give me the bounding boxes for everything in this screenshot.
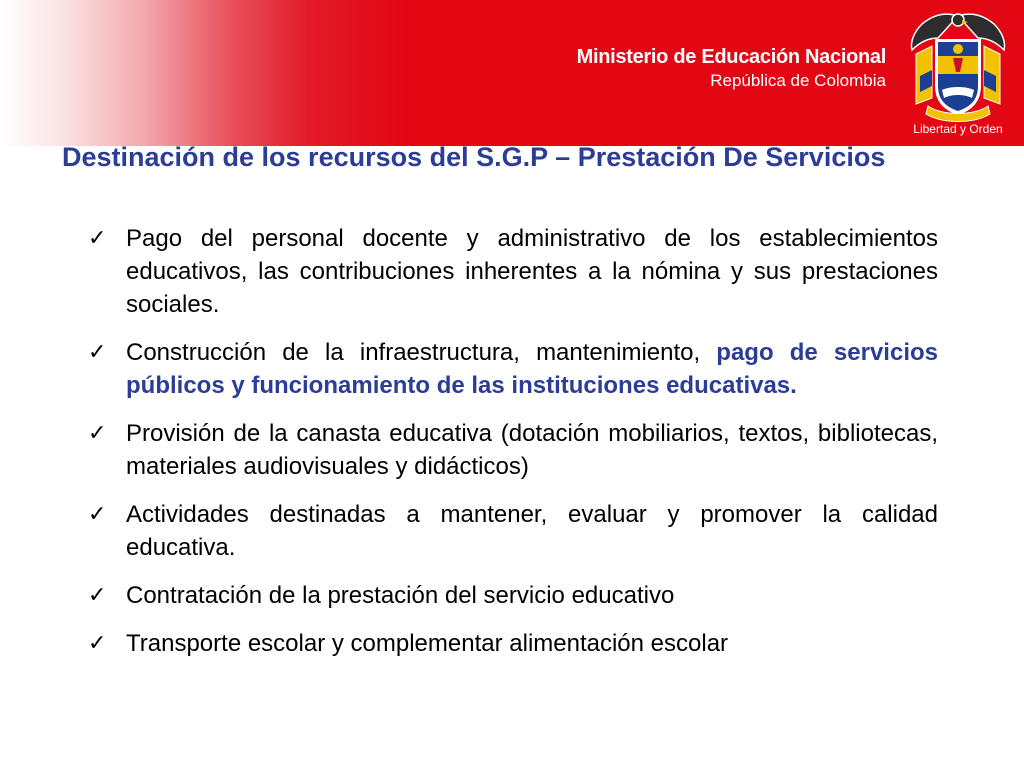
country-name: República de Colombia: [710, 71, 886, 90]
bullet-text-highlight: pago de servicios públicos y funcionamiento de las instituciones educativas.: [126, 339, 938, 399]
bullet-text: Provisión de la canasta educativa (dotación mobiliarios, textos, bibliotecas, materiales audiovisuales y didácticos): [126, 420, 938, 480]
bullet-text: Transporte escolar y complementar alimentación escolar: [126, 630, 729, 657]
list-item: [88, 222, 938, 321]
bullet-text: Contratación de la prestación del servicio educativo: [126, 582, 675, 609]
checkmark-icon: ✓: [88, 502, 107, 527]
list-item: [88, 498, 938, 564]
ministry-block: [577, 44, 886, 92]
checkmark-icon: ✓: [88, 631, 107, 656]
bullet-text: [126, 336, 938, 402]
list-item: [88, 336, 938, 402]
ministry-name: Ministerio de Educación Nacional: [576, 46, 886, 68]
bullet-text: Actividades destinadas a mantener, evaluar y promover la calidad educativa.: [126, 501, 938, 561]
checkmark-icon: ✓: [88, 583, 107, 608]
list-item: [88, 417, 938, 483]
bullet-text: Pago del personal docente y administrativo de los establecimientos educativos, las contribuciones inherentes a la nómina y sus prestaciones sociales.: [126, 225, 938, 318]
checkmark-icon: ✓: [88, 421, 107, 446]
slide-title: Destinación de los recursos del S.G.P – Prestación De Servicios: [62, 142, 886, 172]
bullet-text-plain: Construcción de la infraestructura, mantenimiento,: [126, 339, 717, 366]
list-item: [88, 627, 938, 660]
emblem-motto: Libertad y Orden: [913, 122, 1003, 136]
list-item: [88, 579, 938, 612]
bullet-list: [88, 222, 938, 675]
checkmark-icon: ✓: [88, 226, 107, 251]
checkmark-icon: ✓: [88, 340, 107, 365]
colombia-coat-of-arms-icon: [898, 6, 1018, 138]
